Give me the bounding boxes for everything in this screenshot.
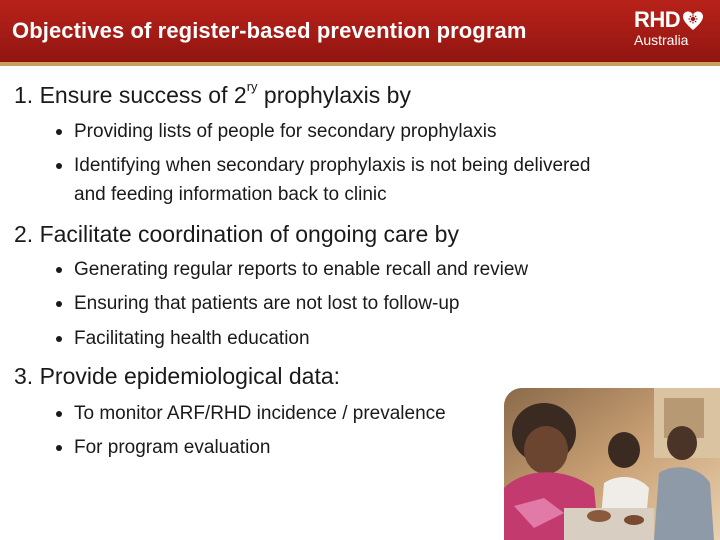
- logo-text-australia: Australia: [634, 32, 689, 48]
- bullet-text: For program evaluation: [74, 437, 271, 458]
- heading-objective-2: 2. Facilitate coordination of ongoing care by: [14, 221, 459, 247]
- bullet-text: Generating regular reports to enable recall and review: [74, 259, 529, 280]
- bullet-text: Ensuring that patients are not lost to follow-up: [74, 293, 460, 314]
- bullet-dot: [56, 163, 62, 169]
- bullet-dot: [56, 267, 62, 273]
- bullet-text: Identifying when secondary prophylaxis is not being delivered: [74, 155, 591, 176]
- clinic-photo-illustration: [504, 388, 720, 540]
- bullet-text: and feeding information back to clinic: [74, 184, 387, 205]
- bullet-text: To monitor ARF/RHD incidence / prevalence: [74, 403, 446, 424]
- heading-objective-1: [14, 79, 411, 109]
- heading-1-superscript: ry: [246, 79, 258, 94]
- heading-1-text-end: prophylaxis by: [257, 82, 411, 108]
- bullet-dot: [56, 336, 62, 342]
- logo-text-rhd: RHD: [634, 7, 681, 32]
- bullet-dot: [56, 301, 62, 307]
- heading-objective-3: 3. Provide epidemiological data:: [14, 363, 341, 389]
- bullet-dot: [56, 411, 62, 417]
- heading-1-text: 1. Ensure success of 2: [14, 82, 247, 108]
- bullet-dot: [56, 445, 62, 451]
- clinic-photo: [504, 388, 720, 540]
- bullet-dot: [56, 129, 62, 135]
- bullet-text: Facilitating health education: [74, 328, 310, 349]
- bullet-text: Providing lists of people for secondary prophylaxis: [74, 121, 497, 142]
- slide-title: Objectives of register-based prevention program: [12, 18, 527, 43]
